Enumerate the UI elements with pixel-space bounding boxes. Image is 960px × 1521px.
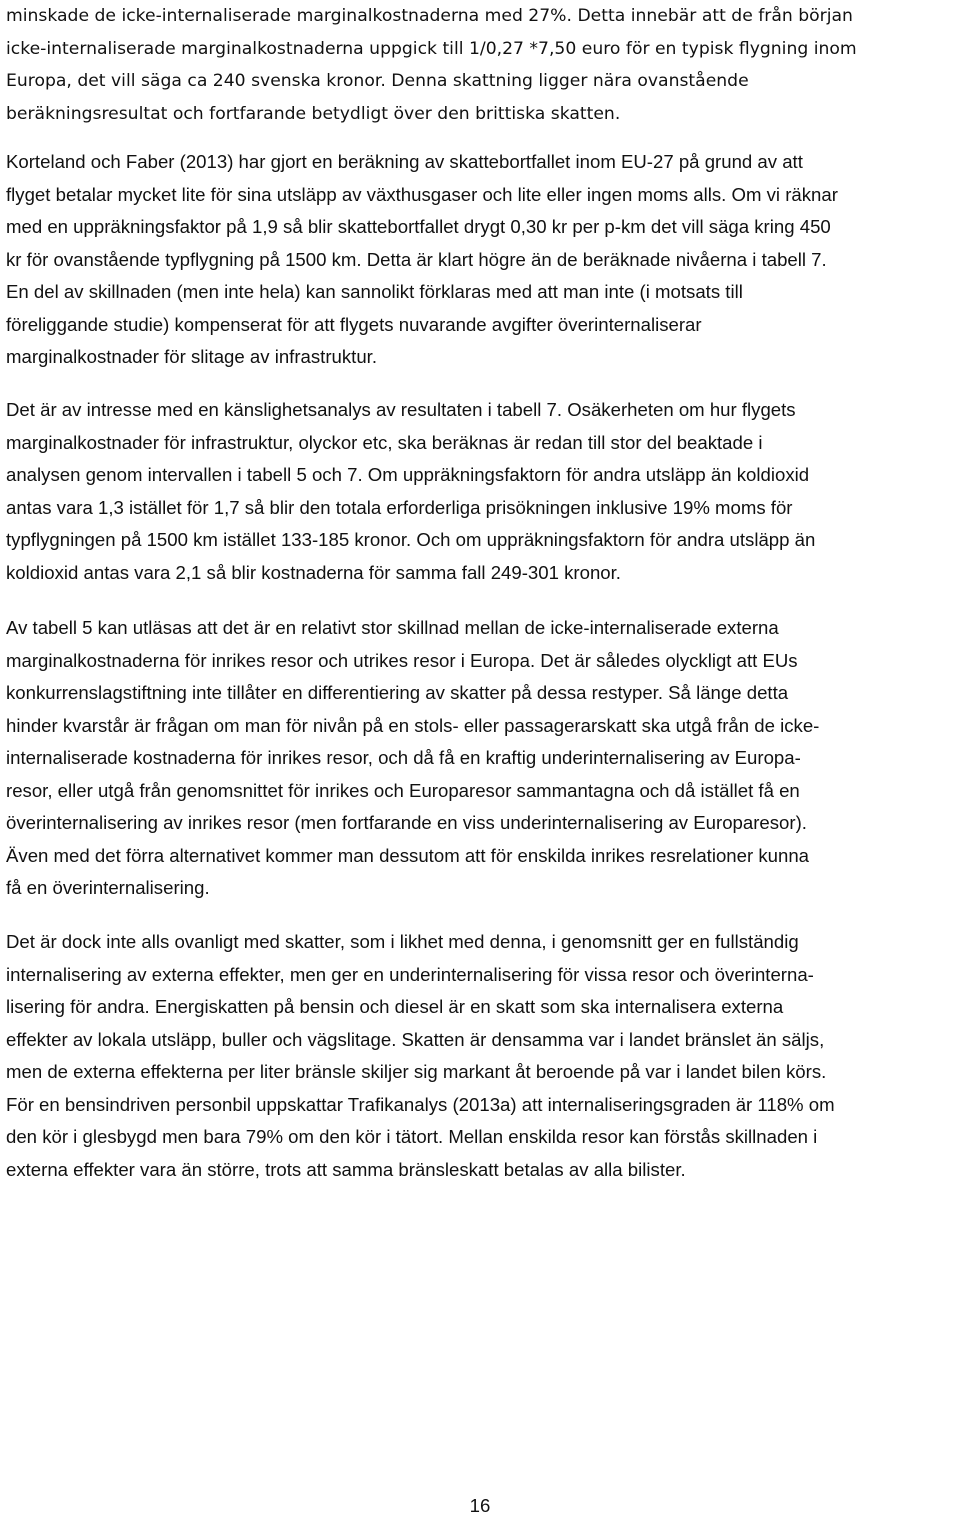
paragraph xyxy=(6,0,954,130)
text-line: Det är dock inte alls ovanligt med skatter, som i likhet med denna, i genomsnitt ger en fullständig xyxy=(6,931,799,952)
text-line: effekter av lokala utsläpp, buller och vägslitage. Skatten är densamma var i landet bränslet än säljs, xyxy=(6,1028,825,1050)
text-line: internalisering av externa effekter, men ger en underinternalisering för vissa resor och överinterna- xyxy=(6,963,814,985)
text-line: antas vara 1,3 istället för 1,7 så blir den totala erforderliga prisökningen inklusive 19% moms för xyxy=(6,496,793,518)
text-line: Korteland och Faber (2013) har gjort en beräkning av skattebortfallet inom EU-27 på grund av att xyxy=(6,151,803,172)
text-line: flyget betalar mycket lite för sina utsläpp av växthusgaser och lite eller ingen moms alls. Om vi räknar xyxy=(6,183,838,205)
text-line: Det är av intresse med en känslighetsanalys av resultaten i tabell 7. Osäkerheten om hur flygets xyxy=(6,399,796,420)
text-line: överinternalisering av inrikes resor (men fortfarande en viss underinternalisering av Europaresor). xyxy=(6,812,807,833)
text-line: konkurrenslagstiftning inte tillåter en differentiering av skatter på dessa restyper. Så länge detta xyxy=(6,682,789,703)
text-line: icke-internaliserade marginalkostnaderna uppgick till 1/0,27 *7,50 euro för en typisk flygning inom xyxy=(6,38,857,59)
text-line: beräkningsresultat och fortfarande betydligt över den brittiska skatten. xyxy=(6,103,621,124)
page-number: 16 xyxy=(469,1495,491,1516)
paragraph xyxy=(6,926,954,1186)
text-line: För en bensindriven personbil uppskattar Trafikanalys (2013a) att internaliseringsgraden är 118% om xyxy=(6,1093,835,1115)
text-line: marginalkostnader för infrastruktur, olyckor etc, ska beräknas är redan till stor del beaktade i xyxy=(6,431,763,453)
text-line: kr för ovanstående typflygning på 1500 km. Detta är klart högre än de beräknade nivåerna i tabell 7. xyxy=(6,248,827,270)
text-line: marginalkostnader för slitage av infrastruktur. xyxy=(6,346,378,367)
text-line: typflygningen på 1500 km istället 133-185 kronor. Och om uppräkningsfaktorn för andra utsläpp än xyxy=(6,529,816,550)
paragraph xyxy=(6,612,954,905)
text-line: Europa, det vill säga ca 240 svenska kronor. Denna skattning ligger nära ovanstående xyxy=(6,71,749,91)
text-line: med en uppräkningsfaktor på 1,9 så blir skattebortfallet drygt 0,30 kr per p-km det vill säga kring 450 xyxy=(6,216,831,237)
text-line: Även med det förra alternativet kommer man dessutom att för enskilda inrikes resrelationer kunna xyxy=(6,844,809,866)
text-line: analysen genom intervallen i tabell 5 och 7. Om uppräkningsfaktorn för andra utsläpp än koldioxid xyxy=(6,464,810,485)
text-line: resor, eller utgå från genomsnittet för inrikes och Europaresor sammantagna och då istället få en xyxy=(6,779,800,801)
text-line: Av tabell 5 kan utläsas att det är en relativt stor skillnad mellan de icke-internaliserade externa xyxy=(6,617,779,638)
text-line: hinder kvarstår är frågan om man för nivån på en stols- eller passagerarskatt ska utgå från de icke- xyxy=(6,714,820,736)
paragraph xyxy=(6,394,954,589)
text-line: minskade de icke-internaliserade marginalkostnaderna med 27%. Detta innebär att de från början xyxy=(6,6,853,26)
text-line: få en överinternalisering. xyxy=(6,877,210,898)
text-line: men de externa effekterna per liter bränsle skiljer sig markant åt beroende på var i landet bilen körs. xyxy=(6,1061,827,1082)
text-line: föreliggande studie) kompenserat för att flygets nuvarande avgifter överinternaliserar xyxy=(6,313,702,335)
text-line: marginalkostnaderna för inrikes resor och utrikes resor i Europa. Det är således olyckligt att EUs xyxy=(6,649,798,671)
text-line: lisering för andra. Energiskatten på bensin och diesel är en skatt som ska internalisera externa xyxy=(6,996,784,1017)
text-line: En del av skillnaden (men inte hela) kan sannolikt förklaras med att man inte (i motsats till xyxy=(6,281,743,302)
text-line: externa effekter vara än större, trots att samma bränsleskatt betalas av alla bilister. xyxy=(6,1158,686,1180)
text-line: internaliserade kostnaderna för inrikes resor, och då få en kraftig underinternalisering av Europa- xyxy=(6,747,801,768)
text-line: koldioxid antas vara 2,1 så blir kostnaderna för samma fall 249-301 kronor. xyxy=(6,561,621,583)
text-line: den kör i glesbygd men bara 79% om den kör i tätort. Mellan enskilda resor kan förstås skillnaden i xyxy=(6,1126,818,1147)
paragraph xyxy=(6,146,954,374)
